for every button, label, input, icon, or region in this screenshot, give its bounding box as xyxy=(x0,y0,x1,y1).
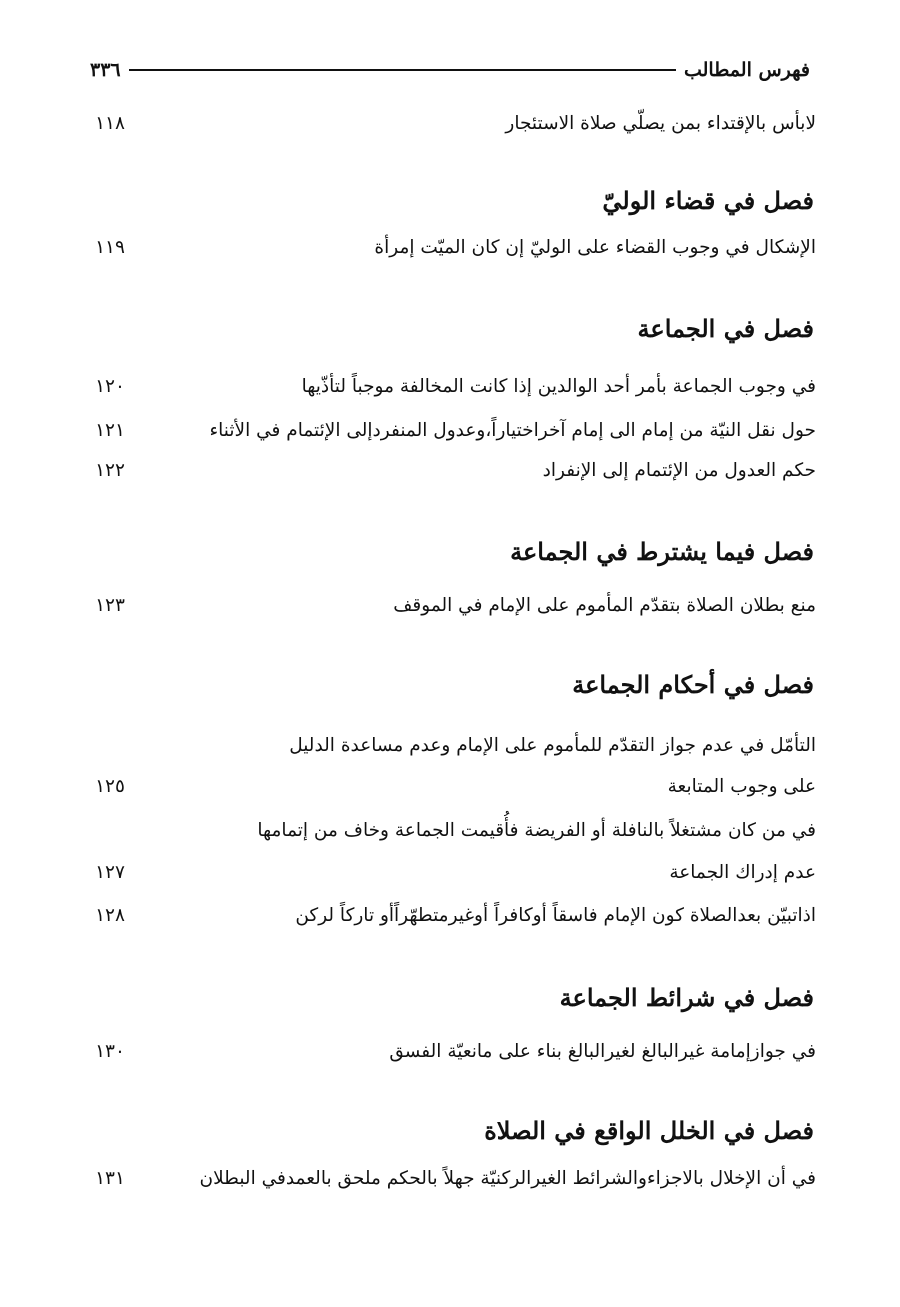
entry-text: اذاتبيّن بعدالصلاة كون الإمام فاسقاً أوكافراً أوغيرمتطهّراًأو تاركاً لركن xyxy=(295,904,816,926)
index-entry xyxy=(80,771,816,801)
section-heading: فصل في شرائط الجماعة xyxy=(559,983,814,1012)
entry-text: حول نقل النيّة من إمام الى إمام آخراختياراً،وعدول المنفردإلى الإئتمام في الأثناء xyxy=(209,419,816,441)
entry-page-number: ١٢٣ xyxy=(95,594,125,616)
index-entry xyxy=(80,815,816,845)
entry-text: التأمّل في عدم جواز التقدّم للمأموم على الإمام وعدم مساعدة الدليل xyxy=(289,734,816,756)
section-heading: فصل في أحكام الجماعة xyxy=(572,670,814,699)
entry-page-number: ١١٨ xyxy=(95,112,125,134)
entry-page-number: ١٢٨ xyxy=(95,904,125,926)
index-entry xyxy=(80,900,816,930)
entry-text: في جوازإمامة غيرالبالغ لغيرالبالغ بناء على مانعيّة الفسق xyxy=(389,1040,816,1062)
index-entry xyxy=(80,232,816,262)
index-entry xyxy=(80,1036,816,1066)
entry-page-number: ١٢٧ xyxy=(95,861,125,883)
section-heading: فصل في الجماعة xyxy=(637,314,814,343)
entry-page-number: ١١٩ xyxy=(95,236,125,258)
entry-text: في أن الإخلال بالاجزاءوالشرائط الغيرالركنيّة جهلاً بالحكم ملحق بالعمدفي البطلان xyxy=(199,1167,816,1189)
index-entry xyxy=(80,371,816,401)
entry-text: حكم العدول من الإئتمام إلى الإنفراد xyxy=(542,459,816,481)
entry-text: منع بطلان الصلاة بتقدّم المأموم على الإمام في الموقف xyxy=(393,594,816,616)
index-entry xyxy=(80,730,816,760)
entry-page-number: ١٢٢ xyxy=(95,459,125,481)
entry-text: لابأس بالإقتداء بمن يصلّي صلاة الاستئجار xyxy=(505,112,816,134)
entry-page-number: ١٢٠ xyxy=(95,375,125,397)
entry-page-number: ١٣١ xyxy=(95,1167,125,1189)
section-heading: فصل فيما يشترط في الجماعة xyxy=(510,537,814,566)
index-entry xyxy=(80,857,816,887)
index-entry xyxy=(80,1163,816,1193)
header-title: فهرس المطالب xyxy=(683,59,810,81)
entry-page-number: ١٢١ xyxy=(95,419,125,441)
entry-page-number: ١٣٠ xyxy=(95,1040,125,1062)
entry-text: في من كان مشتغلاً بالنافلة أو الفريضة فأُقيمت الجماعة وخاف من إتمامها xyxy=(257,819,816,841)
header-page-number: ٣٣٦ xyxy=(90,59,121,81)
entry-text: عدم إدراك الجماعة xyxy=(669,861,816,883)
entry-text: في وجوب الجماعة بأمر أحد الوالدين إذا كانت المخالفة موجباً لتأذّيها xyxy=(301,375,816,397)
index-entry xyxy=(80,415,816,445)
index-entry xyxy=(80,455,816,485)
entry-text: الإشكال في وجوب القضاء على الوليّ إن كان الميّت إمرأة xyxy=(374,236,816,258)
index-entry xyxy=(80,590,816,620)
section-heading: فصل في الخلل الواقع في الصلاة xyxy=(484,1116,814,1145)
entry-text: على وجوب المتابعة xyxy=(667,775,816,797)
index-entry xyxy=(80,108,816,138)
entry-page-number: ١٢٥ xyxy=(95,775,125,797)
section-heading: فصل في قضاء الوليّ xyxy=(602,186,814,215)
